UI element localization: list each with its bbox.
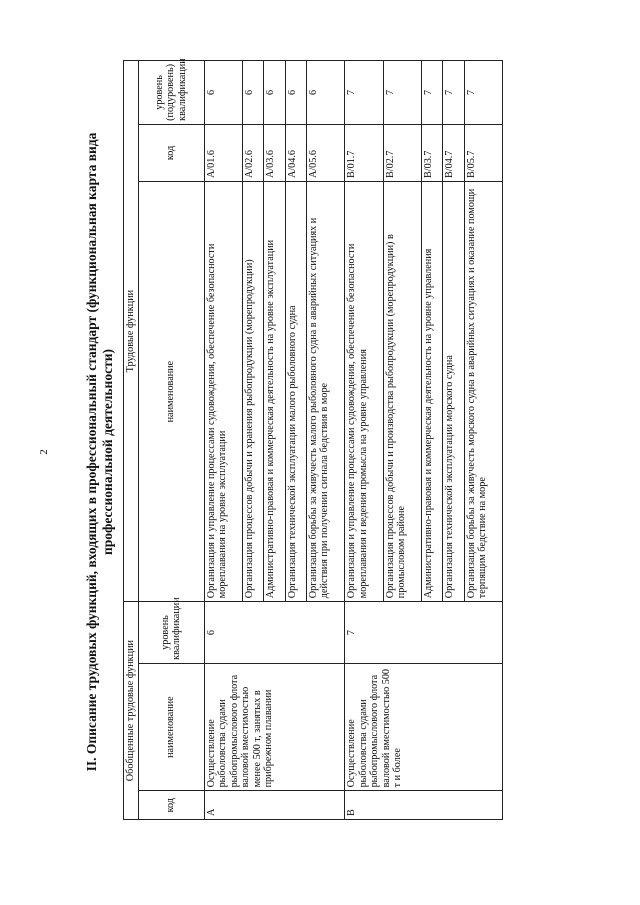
- group-level: 7: [345, 602, 503, 664]
- function-name: Административно-правовая и коммерческая деятельность на уровне эксплуатации: [264, 182, 285, 602]
- function-level: 6: [264, 61, 285, 125]
- function-name: Организация процессов добычи и хранения рыбопродукции (морепродукции): [242, 182, 263, 602]
- function-level: 7: [443, 61, 464, 125]
- section-heading: [84, 72, 116, 832]
- function-code: B/01.7: [345, 124, 383, 181]
- table-body: [204, 61, 503, 820]
- function-code: B/05.7: [464, 124, 502, 181]
- functional-map-table: [123, 60, 503, 820]
- function-code: A/05.6: [306, 124, 344, 181]
- header-function-code: код: [138, 124, 204, 181]
- header-labor-functions: Трудовые функции: [124, 61, 139, 602]
- header-generalized-functions: Обобщенные трудовые функции: [124, 602, 139, 820]
- function-code: A/02.6: [242, 124, 263, 181]
- group-level: 6: [204, 602, 345, 664]
- function-level: 7: [464, 61, 502, 125]
- function-level: 6: [285, 61, 306, 125]
- function-name: Организация борьбы за живучесть малого рыболовного судна в аварийных ситуациях и действия при получении сигнала бедствия в море: [306, 182, 344, 602]
- function-name: Организация технической эксплуатации малого рыболовного судна: [285, 182, 306, 602]
- function-level: 6: [204, 61, 242, 125]
- header-row-top: [124, 61, 139, 820]
- functional-map-table-wrapper: [123, 60, 503, 820]
- function-code: B/04.7: [443, 124, 464, 181]
- function-level: 6: [306, 61, 344, 125]
- function-level: 7: [383, 61, 421, 125]
- function-level: 7: [345, 61, 383, 125]
- function-code: A/04.6: [285, 124, 306, 181]
- function-name: Административно-правовая и коммерческая деятельность на уровне управления: [421, 182, 442, 602]
- function-name: Организация и управление процессами судовождения, обеспечение безопасности мореплавания и ведения промысла на уровне управления: [345, 182, 383, 602]
- header-function-name: наименование: [138, 182, 204, 602]
- table-row: [345, 61, 383, 820]
- function-code: A/03.6: [264, 124, 285, 181]
- table-row: [204, 61, 242, 820]
- heading-line-1: II. Описание трудовых функций, входящих в профессиональный стандарт (функциональная карта вида: [84, 132, 99, 772]
- function-name: Организация процессов добычи и производства рыбопродукции (морепродукции) в промысловом районе: [383, 182, 421, 602]
- header-code: код: [138, 791, 204, 820]
- function-level: 6: [242, 61, 263, 125]
- header-row-sub: [138, 61, 204, 820]
- function-code: A/01.6: [204, 124, 242, 181]
- header-qualification-level: уровень квалификации: [138, 602, 204, 664]
- function-name: Организация технической эксплуатации морского судна: [443, 182, 464, 602]
- function-code: B/03.7: [421, 124, 442, 181]
- function-name: Организация и управление процессами судовождения, обеспечение безопасности мореплавания на уровне эксплуатации: [204, 182, 242, 602]
- group-code: A: [204, 791, 345, 820]
- group-code: B: [345, 791, 503, 820]
- function-level: 7: [421, 61, 442, 125]
- header-name: наименование: [138, 663, 204, 791]
- function-code: B/02.7: [383, 124, 421, 181]
- group-name: Осуществление рыболовства судами рыбопромыслового флота валовой вместимостью 500 т и более: [345, 663, 503, 791]
- heading-line-2: профессиональной деятельности): [100, 349, 115, 555]
- page-number: 2: [38, 449, 50, 455]
- group-name: Осуществление рыболовства судами рыбопромыслового флота валовой вместимостью менее 500 т, занятых в прибрежном плавании: [204, 663, 345, 791]
- function-name: Организация борьбы за живучесть морского судна в аварийных ситуациях и оказание помощи терпящим бедствие на море: [464, 182, 502, 602]
- header-function-level: уровень (подуровень) квалификации: [138, 61, 204, 125]
